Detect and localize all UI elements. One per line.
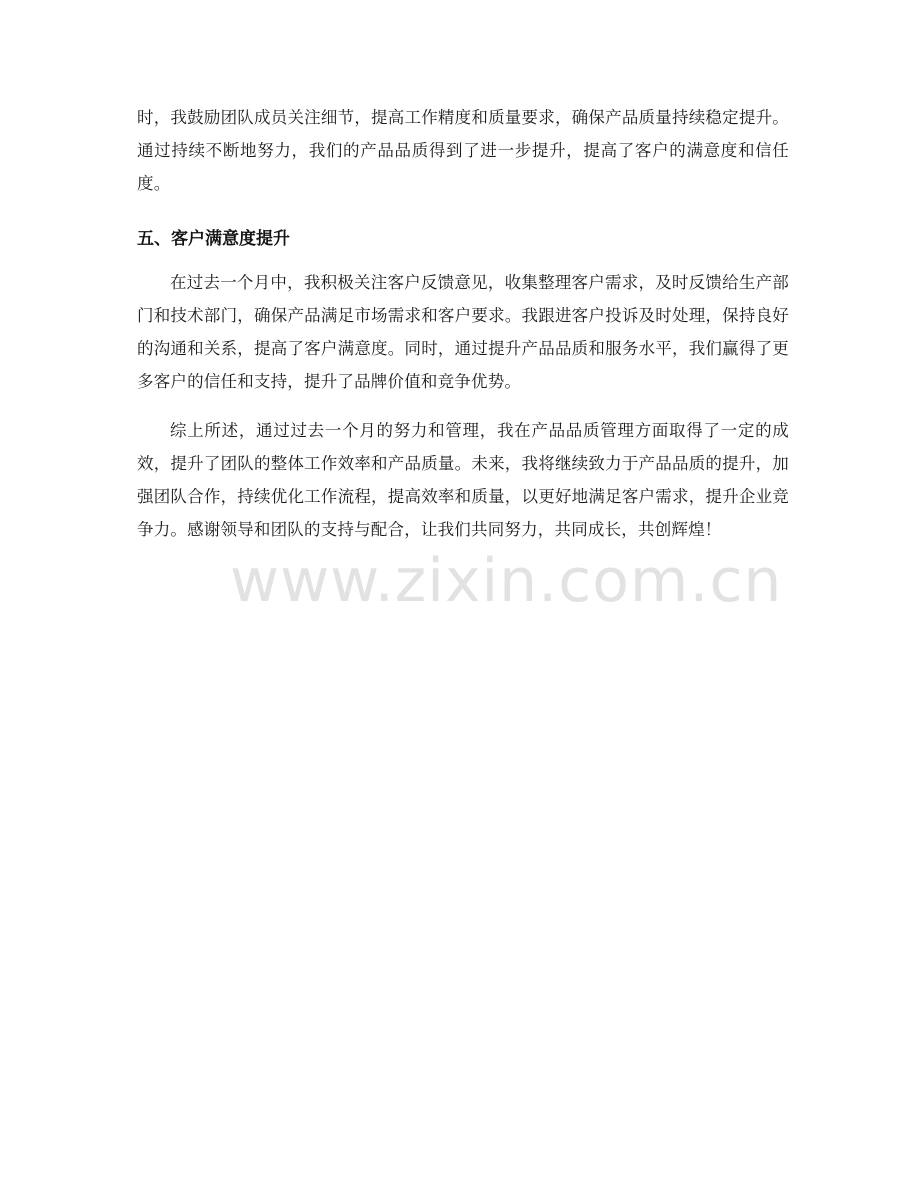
watermark-text: www.zixin.com.cn bbox=[230, 546, 783, 616]
section-heading: 五、客户满意度提升 bbox=[137, 229, 290, 249]
paragraph-continued: 时，我鼓励团队成员关注细节，提高工作精度和质量要求，确保产品质量持续稳定提升。通过持续不断地努力，我们的产品品质得到了进一步提升，提高了客户的满意度和信任度。 bbox=[137, 108, 789, 193]
document-body bbox=[137, 101, 789, 546]
paragraph-summary: 综上所述，通过过去一个月的努力和管理，我在产品品质管理方面取得了一定的成效，提升了团队的整体工作效率和产品质量。未来，我将继续致力于产品品质的提升，加强团队合作，持续优化工作流程，提高效率和质量，以更好地满足客户需求，提升企业竞争力。感谢领导和团队的支持与配合，让我们共同努力，共同成长，共创辉煌！ bbox=[137, 421, 789, 539]
paragraph-customer-satisfaction: 在过去一个月中，我积极关注客户反馈意见，收集整理客户需求，及时反馈给生产部门和技术部门，确保产品满足市场需求和客户要求。我跟进客户投诉及时处理，保持良好的沟通和关系，提高了客户满意度。同时，通过提升产品品质和服务水平，我们赢得了更多客户的信任和支持，提升了品牌价值和竞争优势。 bbox=[137, 273, 789, 391]
spacer bbox=[137, 200, 789, 223]
spacer bbox=[137, 256, 789, 266]
spacer bbox=[137, 398, 789, 414]
